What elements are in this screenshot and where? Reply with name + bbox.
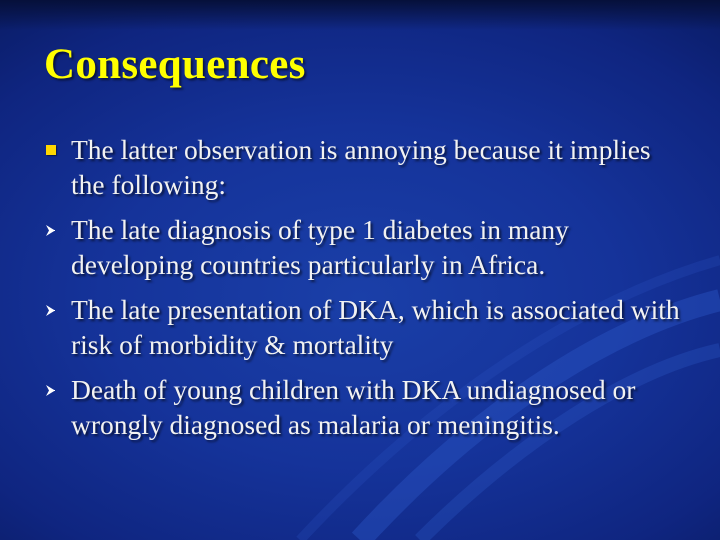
bullet-item — [40, 212, 690, 282]
bullet-list — [40, 132, 690, 452]
slide-title: Consequences — [44, 41, 306, 88]
arrow-bullet-icon — [40, 292, 64, 327]
arrow-bullet-icon — [40, 372, 64, 407]
bullet-text: Death of young children with DKA undiagnosed or wrongly diagnosed as malaria or meningitis. — [71, 374, 636, 440]
bullet-item — [40, 372, 690, 442]
bullet-item — [40, 292, 690, 362]
bullet-text: The late diagnosis of type 1 diabetes in many developing countries particularly in Africa. — [71, 214, 569, 280]
bullet-text: The latter observation is annoying because it implies the following: — [71, 134, 651, 200]
bullet-item — [40, 132, 690, 202]
bullet-text: The late presentation of DKA, which is associated with risk of morbidity & mortality — [71, 294, 680, 360]
arrow-bullet-icon — [40, 212, 64, 247]
square-bullet-icon — [40, 132, 64, 167]
